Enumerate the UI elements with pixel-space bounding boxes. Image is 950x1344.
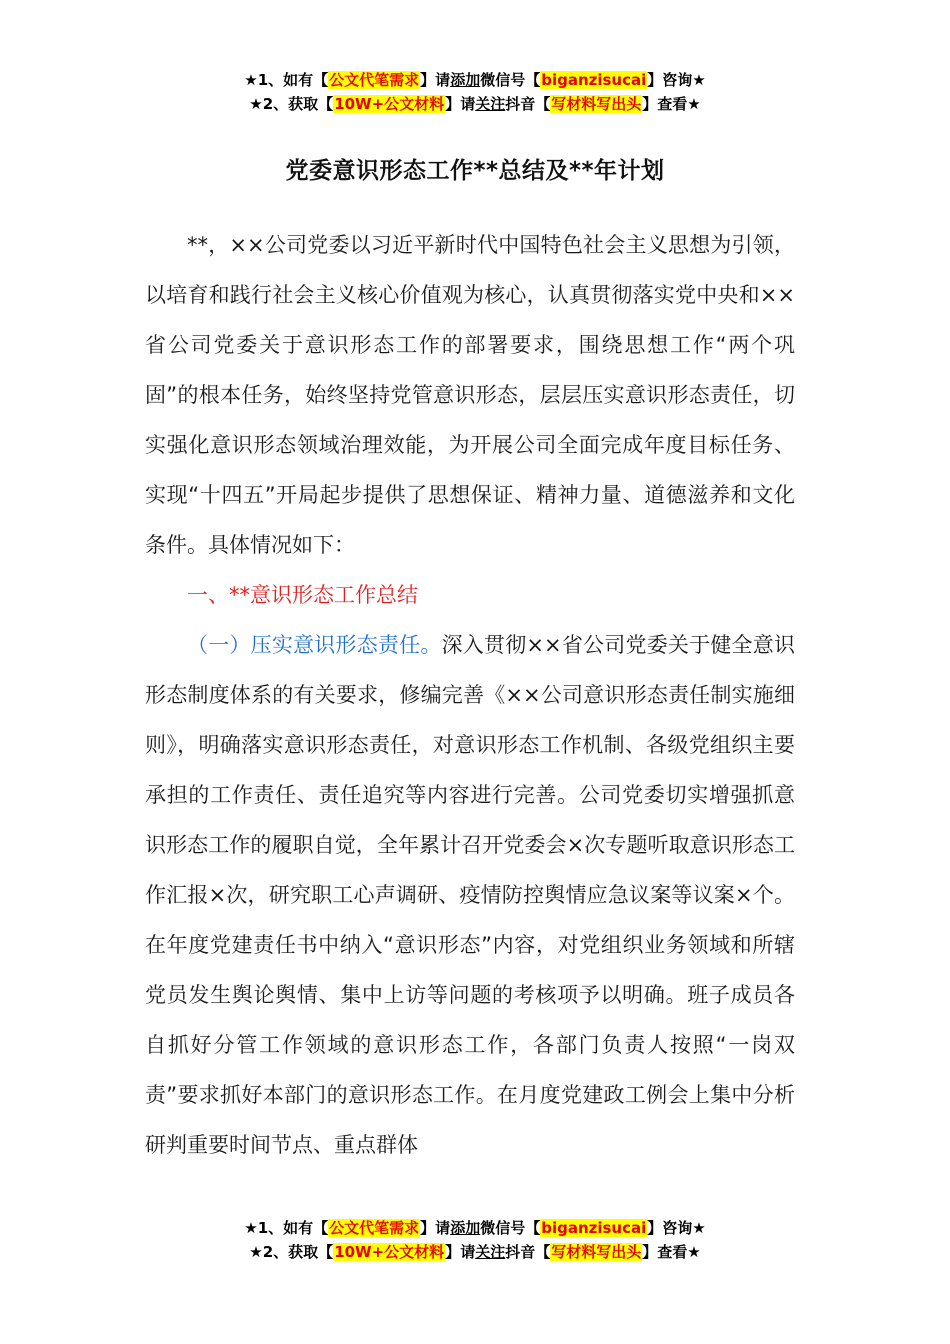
document-body bbox=[145, 220, 795, 1170]
promo-text: 抖音【 bbox=[505, 95, 551, 113]
section-heading: 一、**意识形态工作总结 bbox=[187, 583, 418, 607]
promo-line-1 bbox=[0, 68, 950, 92]
promo-text: ★2、获取【 bbox=[249, 95, 334, 113]
sub-heading: （一）压实意识形态责任。 bbox=[187, 633, 442, 657]
highlight-material: 10W+公文材料 bbox=[334, 1243, 445, 1261]
highlight-wechat-id: biganzisucai bbox=[541, 71, 647, 89]
promo-text: ★1、如有【 bbox=[244, 1219, 329, 1237]
highlight-douyin: 写材料写出头 bbox=[551, 95, 642, 113]
emphasis-add: 添加 bbox=[450, 71, 481, 89]
promo-text: 】请 bbox=[445, 95, 476, 113]
emphasis-follow: 关注 bbox=[475, 95, 506, 113]
highlight-service: 公文代笔需求 bbox=[329, 1219, 420, 1237]
highlight-wechat-id: biganzisucai bbox=[541, 1219, 647, 1237]
intro-paragraph: **，××公司党委以习近平新时代中国特色社会主义思想为引领，以培育和践行社会主义核心价值观为核心，认真贯彻落实党中央和××省公司党委关于意识形态工作的部署要求，围绕思想工作“两个巩固”的根本任务，始终坚持党管意识形态，层层压实意识形态责任，切实强化意识形态领域治理效能，为开展公司全面完成年度目标任务、实现“十四五”开局起步提供了思想保证、精神力量、道德滋养和文化条件。具体情况如下： bbox=[145, 233, 795, 557]
promo-banner-bottom bbox=[0, 1216, 950, 1264]
document-title: 党委意识形态工作**总结及**年计划 bbox=[285, 158, 665, 184]
highlight-douyin: 写材料写出头 bbox=[551, 1243, 642, 1261]
emphasis-follow: 关注 bbox=[475, 1243, 506, 1261]
promo-text: 】请 bbox=[420, 71, 451, 89]
promo-text: 微信号【 bbox=[480, 1219, 541, 1237]
sub-section-body: 深入贯彻××省公司党委关于健全意识形态制度体系的有关要求，修编完善《××公司意识形态责任制实施细则》，明确落实意识形态责任，对意识形态工作机制、各级党组织主要承担的工作责任、责任追究等内容进行完善。公司党委切实增强抓意识形态工作的履职自觉，全年累计召开党委会×次专题听取意识形态工作汇报×次，研究职工心声调研、疫情防控舆情应急议案等议案×个。在年度党建责任书中纳入“意识形态”内容，对党组织业务领域和所辖党员发生舆论舆情、集中上访等问题的考核项予以明确。班子成员各自抓好分管工作领域的意识形态工作，各部门负责人按照“一岗双责”要求抓好本部门的意识形态工作。在月度党建政工例会上集中分析研判重要时间节点、重点群体 bbox=[145, 633, 795, 1157]
promo-text: 】咨询★ bbox=[647, 1219, 706, 1237]
promo-text: 微信号【 bbox=[480, 71, 541, 89]
sub-section-paragraph bbox=[145, 620, 795, 1170]
promo-text: 】请 bbox=[420, 1219, 451, 1237]
promo-text: 】咨询★ bbox=[647, 71, 706, 89]
promo-line-2 bbox=[0, 92, 950, 116]
promo-text: ★1、如有【 bbox=[244, 71, 329, 89]
promo-line-2 bbox=[0, 1240, 950, 1264]
emphasis-add: 添加 bbox=[450, 1219, 481, 1237]
promo-line-1 bbox=[0, 1216, 950, 1240]
promo-text: ★2、获取【 bbox=[249, 1243, 334, 1261]
promo-text: 】查看★ bbox=[642, 95, 701, 113]
promo-text: 】请 bbox=[445, 1243, 476, 1261]
promo-text: 】查看★ bbox=[642, 1243, 701, 1261]
promo-text: 抖音【 bbox=[505, 1243, 551, 1261]
promo-banner-top bbox=[0, 68, 950, 116]
highlight-material: 10W+公文材料 bbox=[334, 95, 445, 113]
highlight-service: 公文代笔需求 bbox=[329, 71, 420, 89]
